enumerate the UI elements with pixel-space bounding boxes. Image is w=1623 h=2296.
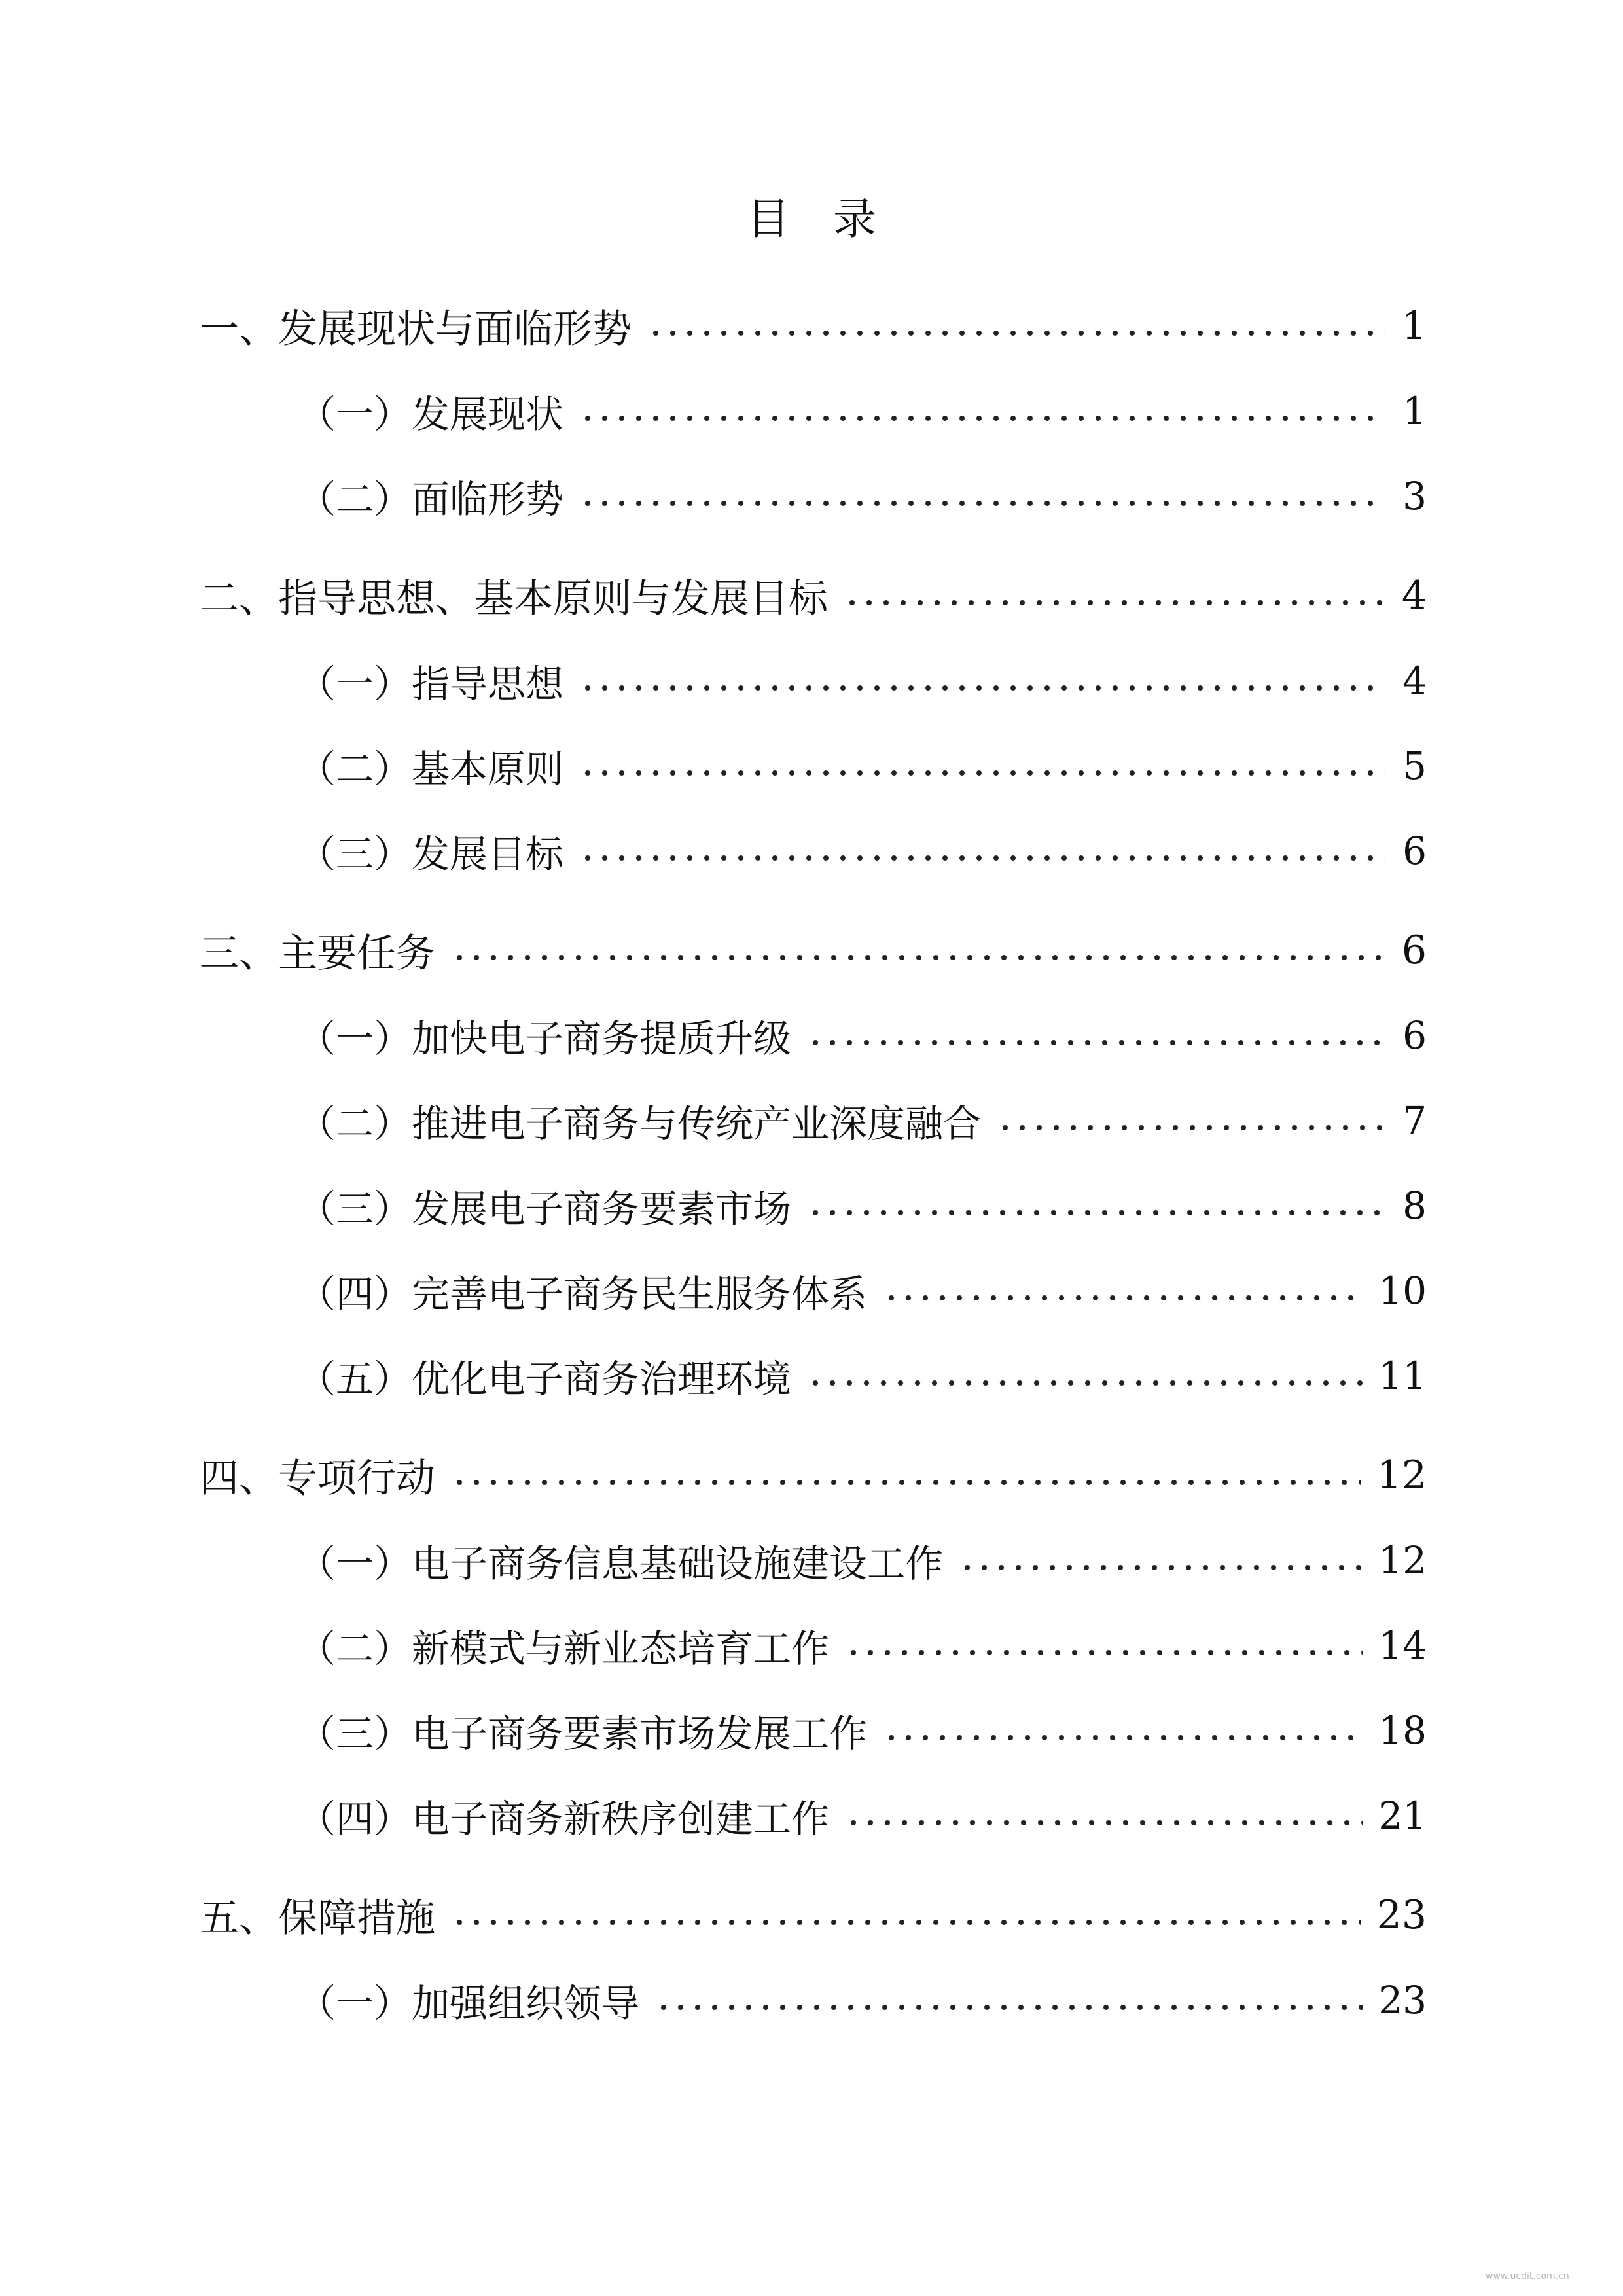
toc-entry-page-number: 10 [1378, 1268, 1427, 1313]
toc-entry-label: 四、专项行动 [200, 1456, 435, 1501]
toc-entry-label: （二）新模式与新业态培育工作 [298, 1626, 830, 1671]
toc-entry[interactable] [200, 918, 1427, 983]
toc-entry-page-number: 7 [1402, 1098, 1427, 1143]
dot-leader [451, 1920, 1361, 1925]
toc-entry-page-number: 21 [1378, 1793, 1427, 1838]
toc-entry-label: （二）面临形势 [298, 477, 564, 522]
toc-entry-page-number: 4 [1402, 658, 1427, 703]
toc-entry-page-number: 4 [1401, 573, 1427, 619]
dot-leader [579, 416, 1385, 421]
toc-entry-label: （二）推进电子商务与传统产业深度融合 [298, 1102, 982, 1146]
dot-leader [997, 1125, 1385, 1130]
site-watermark: www.ucdit.com.cn [1486, 2271, 1569, 2282]
toc-entry-page-number: 6 [1402, 1013, 1427, 1058]
toc-entry[interactable] [298, 1343, 1427, 1408]
toc-entry-page-number: 11 [1378, 1354, 1427, 1398]
toc-entry-label: （一）加快电子商务提质升级 [298, 1016, 792, 1061]
toc-entry-label: （二）基本原则 [298, 747, 564, 791]
dot-leader [845, 1650, 1363, 1655]
toc-entry[interactable] [298, 1613, 1427, 1678]
toc-entry-label: 一、发展现状与面临形势 [200, 306, 632, 352]
dot-leader [451, 1480, 1361, 1485]
toc-entry[interactable] [298, 1783, 1427, 1848]
toc-entry[interactable] [298, 1173, 1427, 1238]
dot-leader [579, 770, 1385, 776]
toc-entry-label: （三）电子商务要素市场发展工作 [298, 1712, 868, 1756]
toc-entry[interactable] [298, 733, 1427, 798]
toc-entry[interactable] [298, 378, 1427, 444]
toc-entry[interactable] [298, 818, 1427, 884]
toc-entry-label: （一）加强组织领导 [298, 1981, 640, 2026]
toc-entry-label: （一）指导思想 [298, 662, 564, 706]
dot-leader [807, 1210, 1385, 1215]
toc-entry[interactable] [200, 1443, 1427, 1508]
dot-leader [579, 501, 1385, 506]
toc-entry[interactable] [298, 1088, 1427, 1153]
toc-entry-page-number: 1 [1402, 389, 1427, 433]
toc-entry-page-number: 6 [1402, 829, 1427, 873]
toc-entry-label: （四）完善电子商务民生服务体系 [298, 1272, 868, 1316]
toc-entry[interactable] [200, 563, 1427, 628]
dot-leader [844, 600, 1385, 605]
toc-entry-label: （三）发展目标 [298, 832, 564, 876]
toc-entry-page-number: 8 [1402, 1183, 1427, 1228]
toc-entry-page-number: 14 [1378, 1623, 1427, 1668]
toc-entry[interactable] [298, 1528, 1427, 1593]
toc-entry-label: 五、保障措施 [200, 1895, 435, 1941]
dot-leader [883, 1295, 1363, 1300]
dot-leader [579, 685, 1385, 691]
toc-entry-label: （一）电子商务信息基础设施建设工作 [298, 1541, 944, 1586]
toc-entry[interactable] [298, 1003, 1427, 1068]
toc-title: 目 录 [747, 194, 876, 244]
toc-entry-label: 二、指导思想、基本原则与发展目标 [200, 576, 828, 622]
toc-entry-label: （一）发展现状 [298, 392, 564, 437]
toc-entry-label: 三、主要任务 [200, 931, 435, 977]
toc-entry-label: （三）发展电子商务要素市场 [298, 1187, 792, 1231]
toc-entry-page-number: 3 [1402, 474, 1427, 518]
dot-leader [579, 855, 1385, 861]
toc-entry-label: （五）优化电子商务治理环境 [298, 1357, 792, 1401]
dot-leader [451, 955, 1385, 960]
toc-entry-page-number: 18 [1378, 1708, 1427, 1753]
toc-entry-page-number: 1 [1401, 303, 1427, 349]
toc-entry-page-number: 23 [1376, 1892, 1427, 1938]
dot-leader [883, 1735, 1363, 1740]
dot-leader [959, 1565, 1363, 1570]
toc-entry[interactable] [298, 648, 1427, 713]
toc-entry[interactable] [298, 1967, 1427, 2033]
toc-entry-page-number: 23 [1378, 1978, 1427, 2022]
toc-entry-label: （四）电子商务新秩序创建工作 [298, 1797, 830, 1841]
toc-entry-page-number: 12 [1378, 1538, 1427, 1583]
dot-leader [655, 2005, 1363, 2010]
toc-entry[interactable] [200, 293, 1427, 359]
toc-entry[interactable] [298, 463, 1427, 529]
toc-entry-page-number: 12 [1376, 1452, 1427, 1498]
toc-entry[interactable] [298, 1258, 1427, 1323]
dot-leader [807, 1380, 1363, 1386]
toc-entry-page-number: 6 [1401, 927, 1427, 973]
dot-leader [647, 331, 1385, 336]
dot-leader [845, 1820, 1363, 1825]
toc-entry-page-number: 5 [1402, 744, 1427, 788]
dot-leader [807, 1040, 1385, 1045]
toc-entry[interactable] [298, 1698, 1427, 1763]
toc-entry[interactable] [200, 1882, 1427, 1948]
